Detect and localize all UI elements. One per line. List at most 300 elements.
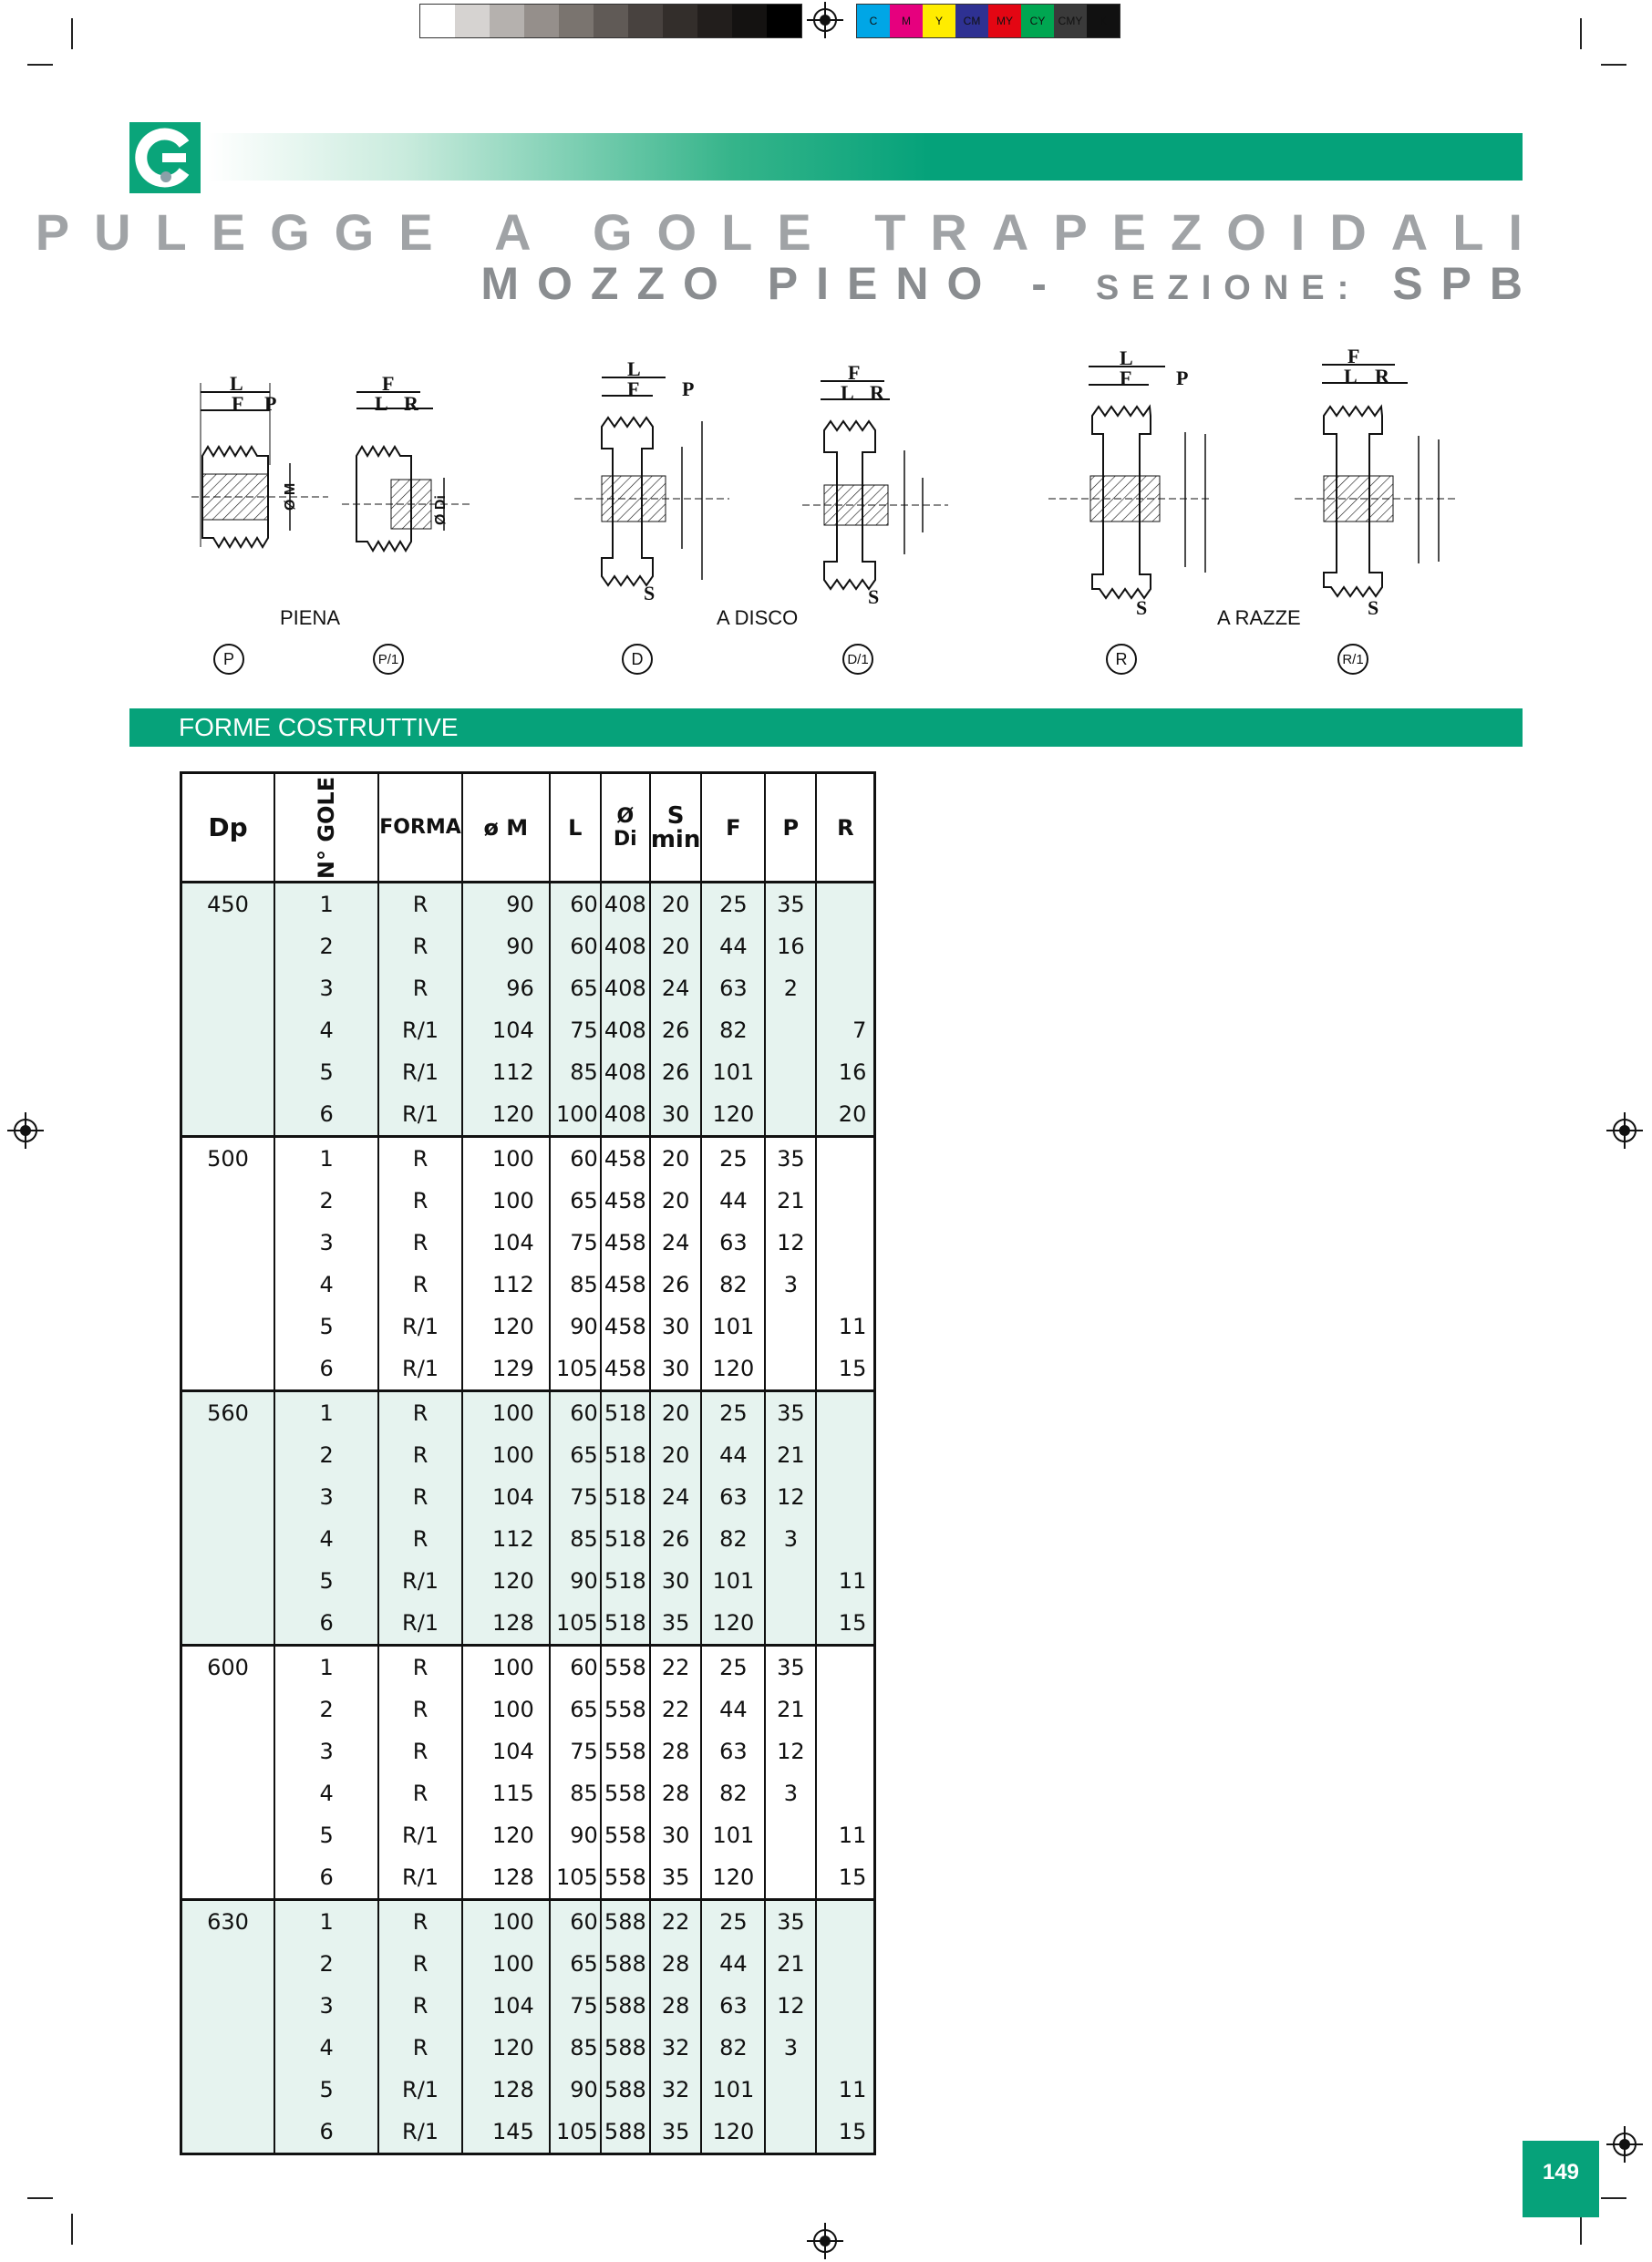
cell-p: 21	[765, 1180, 816, 1222]
table-row	[181, 1051, 875, 1093]
cell-n: 1	[274, 1900, 378, 1944]
cell-r	[816, 1264, 875, 1306]
cell-m: 112	[462, 1518, 550, 1560]
cell-di: 408	[601, 1009, 650, 1051]
dim-label: Ø Di	[433, 495, 449, 525]
cell-l: 90	[550, 1814, 601, 1856]
cell-di: 458	[601, 1180, 650, 1222]
cell-n: 6	[274, 1348, 378, 1391]
cell-p: 35	[765, 1137, 816, 1181]
cell-forma: R	[378, 925, 462, 967]
cell-n: 3	[274, 1985, 378, 2027]
col-header-min: min	[650, 825, 701, 853]
cell-forma: R	[378, 967, 462, 1009]
cmyk-swatch: K	[1087, 5, 1120, 37]
cell-f: 101	[701, 1306, 765, 1348]
cell-r	[816, 925, 875, 967]
cell-forma: R	[378, 1689, 462, 1730]
cell-di: 458	[601, 1137, 650, 1181]
dim-label: R	[870, 381, 884, 404]
dim-label: Ø M	[283, 482, 298, 511]
cell-di: 588	[601, 1985, 650, 2027]
cell-di: 518	[601, 1391, 650, 1435]
cell-forma: R/1	[378, 1856, 462, 1900]
dim-label: F	[627, 377, 640, 400]
cell-n: 1	[274, 1391, 378, 1435]
cell-m: 100	[462, 1646, 550, 1689]
cell-s: 30	[650, 1093, 702, 1137]
cell-di: 458	[601, 1306, 650, 1348]
cell-f: 120	[701, 1602, 765, 1646]
cell-f: 101	[701, 1051, 765, 1093]
cell-f: 82	[701, 1264, 765, 1306]
group-label-razze: A RAZZE	[1217, 606, 1301, 629]
cell-l: 60	[550, 1646, 601, 1689]
cell-s: 20	[650, 1137, 702, 1181]
cell-dp	[181, 1689, 275, 1730]
table-row	[181, 1943, 875, 1985]
company-logo	[129, 122, 201, 193]
cell-n: 1	[274, 1137, 378, 1181]
cell-forma: R/1	[378, 1306, 462, 1348]
cell-dp	[181, 1730, 275, 1772]
cell-l: 75	[550, 1730, 601, 1772]
table-row	[181, 1180, 875, 1222]
cell-f: 82	[701, 1518, 765, 1560]
cell-m: 104	[462, 1985, 550, 2027]
table-row	[181, 1093, 875, 1137]
cell-r	[816, 1689, 875, 1730]
cell-r: 11	[816, 1306, 875, 1348]
crop-mark	[27, 2197, 53, 2199]
table-row	[181, 1985, 875, 2027]
diagram-r1	[1295, 345, 1459, 618]
cell-m: 104	[462, 1476, 550, 1518]
cell-n: 5	[274, 1814, 378, 1856]
cmyk-swatch: C	[857, 5, 890, 37]
cell-forma: R	[378, 1180, 462, 1222]
cell-f: 25	[701, 1646, 765, 1689]
cell-dp	[181, 1943, 275, 1985]
cell-m: 120	[462, 2027, 550, 2069]
cell-p	[765, 2111, 816, 2154]
cell-l: 105	[550, 1856, 601, 1900]
cell-m: 100	[462, 1943, 550, 1985]
cell-m: 100	[462, 1689, 550, 1730]
logo-c-icon	[129, 122, 201, 193]
cell-forma: R	[378, 1646, 462, 1689]
cell-m: 100	[462, 1180, 550, 1222]
cell-p: 3	[765, 1518, 816, 1560]
table-row	[181, 1137, 875, 1181]
cell-l: 85	[550, 1264, 601, 1306]
cell-dp	[181, 1476, 275, 1518]
cell-dp	[181, 1856, 275, 1900]
cell-forma: R/1	[378, 1814, 462, 1856]
cell-n: 4	[274, 2027, 378, 2069]
cell-s: 32	[650, 2027, 702, 2069]
table-row	[181, 2069, 875, 2111]
cell-f: 63	[701, 1222, 765, 1264]
cell-l: 105	[550, 1348, 601, 1391]
page-title: PULEGGE A GOLE TRAPEZOIDALI	[35, 203, 1547, 261]
table-row	[181, 2027, 875, 2069]
cell-m: 115	[462, 1772, 550, 1814]
cell-n: 3	[274, 1730, 378, 1772]
registration-mark-icon	[807, 2223, 843, 2259]
table-group	[181, 1137, 875, 1391]
cell-n: 6	[274, 2111, 378, 2154]
table-row	[181, 1391, 875, 1435]
cell-di: 588	[601, 2027, 650, 2069]
cmyk-swatch: M	[890, 5, 923, 37]
cell-m: 120	[462, 1814, 550, 1856]
dim-label: P	[1176, 367, 1189, 389]
cell-r: 11	[816, 2069, 875, 2111]
cell-r	[816, 1137, 875, 1181]
cell-s: 30	[650, 1306, 702, 1348]
cell-s: 20	[650, 883, 702, 926]
group-label-piena: PIENA	[280, 606, 341, 629]
col-header-p: P	[765, 773, 816, 883]
cmyk-swatch: Y	[923, 5, 955, 37]
cell-p: 12	[765, 1222, 816, 1264]
registration-mark-icon	[1606, 2126, 1643, 2163]
cell-forma: R	[378, 1391, 462, 1435]
header-band	[208, 133, 1523, 181]
cell-m: 100	[462, 1900, 550, 1944]
cell-s: 28	[650, 1772, 702, 1814]
cell-n: 6	[274, 1856, 378, 1900]
registration-mark-icon	[7, 1112, 44, 1149]
cell-p	[765, 1348, 816, 1391]
cell-l: 60	[550, 1391, 601, 1435]
cell-forma: R/1	[378, 1602, 462, 1646]
cell-dp	[181, 1051, 275, 1093]
cell-r	[816, 2027, 875, 2069]
cell-s: 20	[650, 1434, 702, 1476]
cell-p: 12	[765, 1730, 816, 1772]
cell-l: 60	[550, 1900, 601, 1944]
cell-di: 518	[601, 1434, 650, 1476]
cell-di: 588	[601, 2069, 650, 2111]
cell-forma: R	[378, 1985, 462, 2027]
cell-m: 90	[462, 925, 550, 967]
cell-m: 100	[462, 1391, 550, 1435]
cell-di: 588	[601, 1943, 650, 1985]
cell-r	[816, 967, 875, 1009]
cell-l: 105	[550, 1602, 601, 1646]
cell-dp: 560	[181, 1391, 275, 1435]
cell-s: 20	[650, 925, 702, 967]
cell-dp	[181, 967, 275, 1009]
cell-f: 82	[701, 1009, 765, 1051]
table-row	[181, 1348, 875, 1391]
cell-di: 588	[601, 1900, 650, 1944]
table-row	[181, 1476, 875, 1518]
subtitle-section-code: SPB	[1392, 258, 1541, 309]
crop-mark	[1580, 2214, 1582, 2245]
cell-s: 30	[650, 1348, 702, 1391]
registration-mark-icon	[1606, 1112, 1643, 1149]
col-header-s: S	[666, 801, 685, 830]
cell-s: 22	[650, 1689, 702, 1730]
table-row	[181, 883, 875, 926]
cell-s: 24	[650, 1222, 702, 1264]
cell-p: 35	[765, 1646, 816, 1689]
cell-r: 11	[816, 1560, 875, 1602]
crop-mark	[71, 18, 73, 49]
cell-forma: R/1	[378, 2069, 462, 2111]
cell-s: 26	[650, 1009, 702, 1051]
cell-s: 30	[650, 1814, 702, 1856]
cell-di: 518	[601, 1476, 650, 1518]
cmyk-swatch: CMY	[1054, 5, 1087, 37]
cell-s: 28	[650, 1943, 702, 1985]
cell-forma: R	[378, 1518, 462, 1560]
cell-dp	[181, 1985, 275, 2027]
cell-s: 26	[650, 1051, 702, 1093]
cell-dp: 450	[181, 883, 275, 926]
cell-dp: 500	[181, 1137, 275, 1181]
cell-p: 3	[765, 1772, 816, 1814]
cell-m: 120	[462, 1093, 550, 1137]
crop-mark	[71, 2214, 73, 2245]
cmyk-swatch: CM	[955, 5, 988, 37]
cell-n: 3	[274, 967, 378, 1009]
cell-f: 120	[701, 1856, 765, 1900]
cell-di: 408	[601, 1093, 650, 1137]
cell-p	[765, 1814, 816, 1856]
cell-p: 2	[765, 967, 816, 1009]
cell-s: 24	[650, 1476, 702, 1518]
cell-dp	[181, 1180, 275, 1222]
table-group	[181, 1646, 875, 1900]
cell-l: 90	[550, 1560, 601, 1602]
cell-dp	[181, 2069, 275, 2111]
cell-dp	[181, 1264, 275, 1306]
cell-m: 129	[462, 1348, 550, 1391]
cell-l: 60	[550, 1137, 601, 1181]
cell-n: 4	[274, 1009, 378, 1051]
cell-n: 2	[274, 1434, 378, 1476]
cell-s: 20	[650, 1180, 702, 1222]
cell-l: 90	[550, 1306, 601, 1348]
cell-r	[816, 1222, 875, 1264]
cell-dp	[181, 1222, 275, 1264]
cell-dp	[181, 2111, 275, 2154]
table-group	[181, 883, 875, 1137]
cell-f: 101	[701, 1814, 765, 1856]
crop-mark	[1580, 18, 1582, 49]
cmyk-swatch: CY	[1021, 5, 1054, 37]
cmyk-strip	[856, 4, 1120, 38]
dim-label: S	[868, 585, 880, 608]
table-row	[181, 1222, 875, 1264]
cell-dp	[181, 1518, 275, 1560]
cell-m: 120	[462, 1560, 550, 1602]
cell-p: 35	[765, 1900, 816, 1944]
cell-di: 588	[601, 2111, 650, 2154]
cell-forma: R	[378, 1943, 462, 1985]
cell-r: 20	[816, 1093, 875, 1137]
cell-r	[816, 1391, 875, 1435]
cell-n: 5	[274, 1306, 378, 1348]
cell-m: 100	[462, 1137, 550, 1181]
group-label-disco: A DISCO	[717, 606, 799, 629]
cell-l: 100	[550, 1093, 601, 1137]
table-row	[181, 1009, 875, 1051]
cell-r	[816, 1180, 875, 1222]
cell-n: 2	[274, 925, 378, 967]
table-row	[181, 1856, 875, 1900]
cell-f: 44	[701, 1434, 765, 1476]
cell-p	[765, 1856, 816, 1900]
cell-n: 2	[274, 1180, 378, 1222]
cell-di: 518	[601, 1602, 650, 1646]
cell-l: 90	[550, 2069, 601, 2111]
cell-n: 3	[274, 1476, 378, 1518]
dim-label: L	[841, 381, 854, 404]
crop-mark	[27, 64, 53, 66]
cell-n: 5	[274, 1051, 378, 1093]
cell-dp	[181, 1560, 275, 1602]
dim-label: S	[1368, 596, 1379, 619]
dim-label: L	[627, 357, 641, 380]
cell-forma: R/1	[378, 2111, 462, 2154]
dim-label: P	[264, 392, 277, 415]
grayscale-strip	[419, 4, 802, 38]
cell-s: 35	[650, 2111, 702, 2154]
cell-dp	[181, 1772, 275, 1814]
cell-di: 558	[601, 1856, 650, 1900]
cell-forma: R/1	[378, 1560, 462, 1602]
dim-label: R	[404, 392, 418, 415]
cell-dp	[181, 1602, 275, 1646]
cell-s: 24	[650, 967, 702, 1009]
cell-l: 85	[550, 1772, 601, 1814]
cell-p: 21	[765, 1689, 816, 1730]
cell-p	[765, 1051, 816, 1093]
cell-r	[816, 1434, 875, 1476]
cell-di: 518	[601, 1518, 650, 1560]
cell-m: 145	[462, 2111, 550, 2154]
cell-f: 101	[701, 1560, 765, 1602]
diagram-p	[191, 365, 328, 565]
cell-s: 26	[650, 1518, 702, 1560]
cell-l: 65	[550, 1943, 601, 1985]
cell-m: 104	[462, 1009, 550, 1051]
diagram-d1	[802, 361, 948, 613]
cell-l: 105	[550, 2111, 601, 2154]
cell-r	[816, 1943, 875, 1985]
crop-mark	[1601, 64, 1626, 66]
cell-l: 85	[550, 1518, 601, 1560]
cell-di: 558	[601, 1730, 650, 1772]
cell-p: 35	[765, 883, 816, 926]
table-row	[181, 1602, 875, 1646]
table-row	[181, 1772, 875, 1814]
cell-r	[816, 1730, 875, 1772]
cell-dp	[181, 1348, 275, 1391]
cell-forma: R	[378, 1730, 462, 1772]
cell-f: 44	[701, 1689, 765, 1730]
cell-f: 44	[701, 1180, 765, 1222]
cell-di: 458	[601, 1264, 650, 1306]
cell-n: 4	[274, 1772, 378, 1814]
cell-di: 408	[601, 883, 650, 926]
cell-s: 26	[650, 1264, 702, 1306]
cell-p	[765, 2069, 816, 2111]
cell-p: 12	[765, 1985, 816, 2027]
cell-m: 112	[462, 1264, 550, 1306]
col-header-f: F	[701, 773, 765, 883]
cell-f: 63	[701, 1730, 765, 1772]
cell-forma: R	[378, 1476, 462, 1518]
cell-p: 21	[765, 1943, 816, 1985]
cell-r	[816, 1900, 875, 1944]
cell-l: 85	[550, 2027, 601, 2069]
page-number: 149	[1523, 2141, 1599, 2217]
cell-dp	[181, 2027, 275, 2069]
cell-n: 6	[274, 1093, 378, 1137]
cell-m: 100	[462, 1434, 550, 1476]
cell-m: 128	[462, 1602, 550, 1646]
cell-dp	[181, 925, 275, 967]
cell-r: 7	[816, 1009, 875, 1051]
cell-f: 120	[701, 2111, 765, 2154]
cell-l: 75	[550, 1009, 601, 1051]
cell-dp: 630	[181, 1900, 275, 1944]
cell-l: 60	[550, 883, 601, 926]
cell-forma: R	[378, 2027, 462, 2069]
cell-l: 75	[550, 1476, 601, 1518]
col-header-n-gole	[274, 773, 378, 883]
cell-m: 120	[462, 1306, 550, 1348]
cell-p: 3	[765, 2027, 816, 2069]
cell-r	[816, 1518, 875, 1560]
cell-m: 104	[462, 1730, 550, 1772]
cell-l: 65	[550, 1434, 601, 1476]
col-header-n-gole-text: N° GOLE	[314, 776, 340, 879]
cell-m: 104	[462, 1222, 550, 1264]
col-header-m: ø M	[462, 773, 550, 883]
cmyk-swatch: MY	[988, 5, 1021, 37]
cell-di: 458	[601, 1348, 650, 1391]
dim-label: S	[1136, 596, 1148, 619]
cell-n: 1	[274, 1646, 378, 1689]
cell-s: 28	[650, 1985, 702, 2027]
cell-dp	[181, 1093, 275, 1137]
dim-label: R	[1375, 365, 1389, 387]
cell-di: 558	[601, 1646, 650, 1689]
cell-r	[816, 1772, 875, 1814]
cell-r	[816, 1985, 875, 2027]
cell-forma: R/1	[378, 1093, 462, 1137]
table-row	[181, 1814, 875, 1856]
cell-l: 75	[550, 1985, 601, 2027]
cell-di: 458	[601, 1222, 650, 1264]
cell-r: 11	[816, 1814, 875, 1856]
col-header-di: Ø Di	[601, 773, 650, 883]
cell-l: 75	[550, 1222, 601, 1264]
form-code-badge: R	[1106, 644, 1137, 675]
table-row	[181, 1518, 875, 1560]
dim-label: L	[1344, 365, 1358, 387]
diagram-p1	[342, 372, 470, 563]
cell-n: 2	[274, 1943, 378, 1985]
table-row	[181, 1900, 875, 1944]
